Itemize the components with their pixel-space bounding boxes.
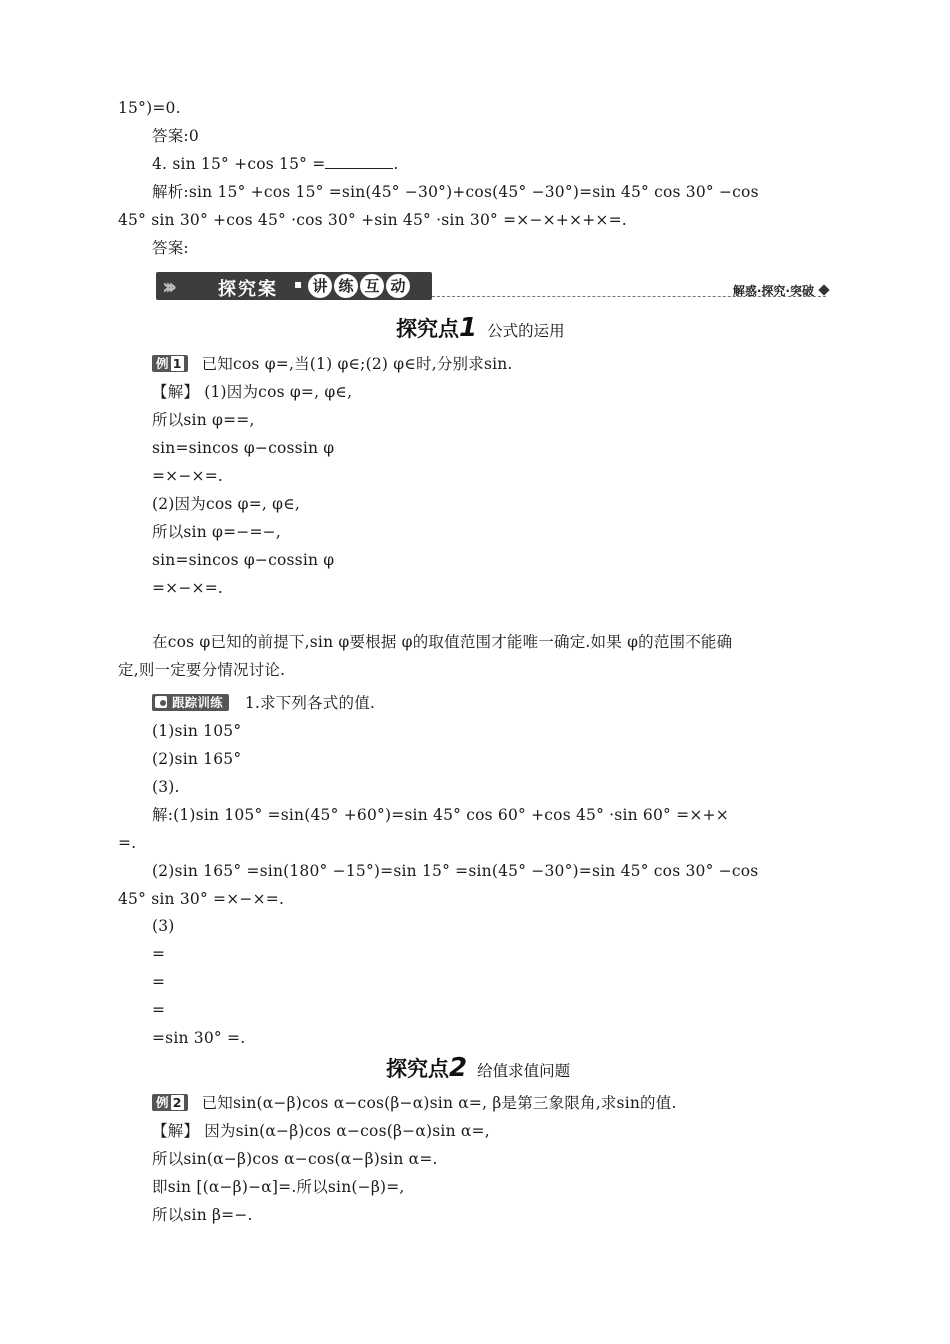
diamond-icon	[818, 284, 829, 295]
banner-title: 探究案	[218, 279, 278, 300]
solution-line: sin=sincos φ−cossin φ	[152, 551, 335, 569]
training-line: (3)	[152, 917, 175, 935]
solution-line: 即sin [(α−β)−α]=.所以sin(−β)=,	[152, 1178, 405, 1196]
example-tag-label: 例	[156, 1095, 169, 1110]
banner-circles	[308, 274, 412, 298]
section-title: 探究点	[386, 1057, 449, 1081]
section-number: 2	[449, 1053, 468, 1083]
example-2-text: 已知sin(α−β)cos α−cos(β−α)sin α=, β是第三象限角,求sin的值.	[201, 1094, 677, 1112]
training-line: 解:(1)sin 105° =sin(45° +60°)=sin 45° cos 60° +cos 45° ·sin 60° =×+×	[152, 806, 729, 824]
section-2-heading	[386, 1053, 570, 1083]
analysis-line: 解析:sin 15° +cos 15° =sin(45° −30°)+cos(45° −30°)=sin 45° cos 30° −cos	[152, 183, 759, 201]
note-line: 定,则一定要分情况讨论.	[118, 661, 286, 679]
example-tag-label: 例	[156, 356, 169, 371]
example-tag-number: 1	[172, 356, 182, 371]
text-line: 15°)=0.	[118, 99, 181, 117]
training-line: 45° sin 30° =×−×=.	[118, 890, 285, 908]
training-line: =	[152, 973, 166, 991]
training-line: (2)sin 165°	[152, 750, 242, 768]
training-line: =	[152, 1001, 166, 1019]
training-line: =sin 30° =.	[152, 1029, 246, 1047]
section-banner	[156, 272, 828, 302]
solution-line: 【解】 (1)因为cos φ=, φ∈,	[152, 383, 353, 401]
training-line: (1)sin 105°	[152, 722, 242, 740]
question-4-text: 4. sin 15° +cos 15° =	[152, 155, 326, 173]
training-line: (3).	[152, 778, 180, 796]
section-title: 探究点	[396, 317, 459, 341]
solution-line: 【解】 因为sin(α−β)cos α−cos(β−α)sin α=,	[152, 1122, 490, 1140]
solution-line: =×−×=.	[152, 467, 224, 485]
training-line: (2)sin 165° =sin(180° −15°)=sin 15° =sin(45° −30°)=sin 45° cos 30° −cos	[152, 862, 759, 880]
banner-dot-icon: ▪	[294, 277, 303, 291]
training-tag	[152, 694, 229, 711]
training-question	[152, 693, 375, 713]
check-icon	[155, 696, 167, 708]
training-line: =.	[118, 834, 137, 852]
question-4	[152, 154, 399, 174]
banner-bar	[156, 272, 432, 300]
solution-line: 所以sin(α−β)cos α−cos(α−β)sin α=.	[152, 1150, 438, 1168]
section-number: 1	[459, 313, 478, 343]
solution-line: 所以sin β=−.	[152, 1206, 253, 1224]
training-line: =	[152, 945, 166, 963]
example-2-question	[152, 1093, 677, 1113]
banner-circle: 动	[386, 274, 410, 298]
answer-line: 答案:0	[152, 127, 199, 145]
banner-circle: 练	[334, 274, 358, 298]
solution-line: sin=sincos φ−cossin φ	[152, 439, 335, 457]
question-4-end: .	[393, 155, 399, 173]
section-subtitle: 给值求值问题	[477, 1062, 571, 1080]
solution-line: =×−×=.	[152, 579, 224, 597]
banner-circle: 讲	[308, 274, 332, 298]
answer-blank	[325, 154, 393, 169]
example-tag	[152, 355, 188, 372]
chevron-right-icon: ›››	[162, 275, 172, 300]
example-1-question	[152, 354, 513, 374]
analysis-line-2: 45° sin 30° +cos 45° ·cos 30° +sin 45° ·sin 30° =×−×+×+×=.	[118, 211, 627, 229]
answer-line-2: 答案:	[152, 239, 189, 257]
solution-line: 所以sin φ==,	[152, 411, 255, 429]
section-1-heading	[396, 313, 565, 343]
banner-circle: 互	[360, 274, 384, 298]
section-subtitle: 公式的运用	[487, 322, 565, 340]
solution-line: (2)因为cos φ=, φ∈,	[152, 495, 300, 513]
example-tag-number: 2	[172, 1095, 182, 1110]
note-line: 在cos φ已知的前提下,sin φ要根据 φ的取值范围才能唯一确定.如果 φ的范围不能确	[152, 633, 733, 651]
solution-line: 所以sin φ=−=−,	[152, 523, 281, 541]
example-tag	[152, 1094, 188, 1111]
training-question-text: 1.求下列各式的值.	[244, 694, 376, 712]
example-1-text: 已知cos φ=,当(1) φ∈;(2) φ∈时,分别求sin.	[201, 355, 513, 373]
banner-right-label: 解惑·探究·突破	[732, 284, 814, 298]
training-tag-label: 跟踪训练	[172, 695, 223, 710]
